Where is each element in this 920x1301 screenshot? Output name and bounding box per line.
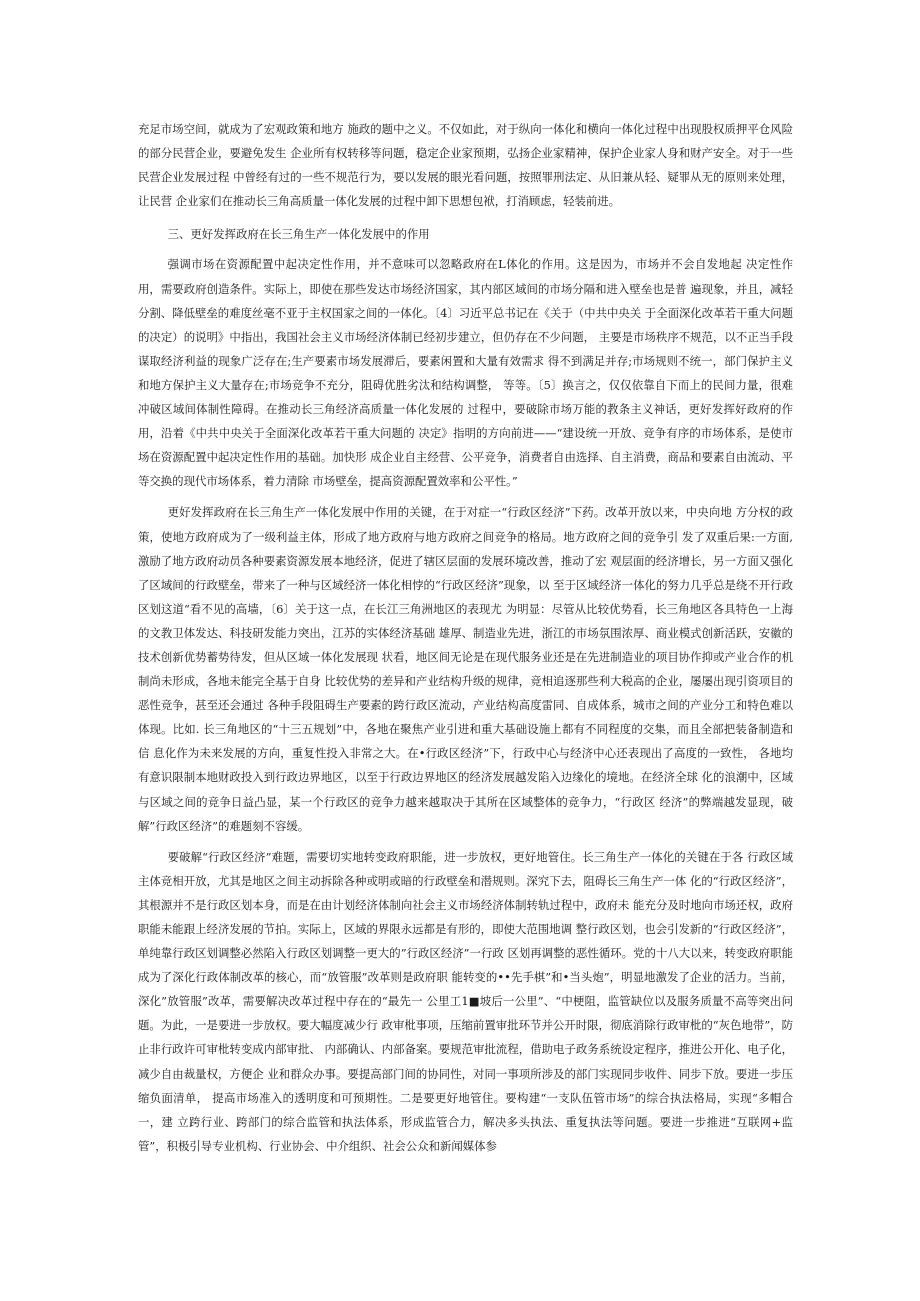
paragraph-government-functions: 要破解“行政区经济”难题，需要切实地转变政府职能，进一步放权，更好地管住。长三角生产一体化的关键在于各 行政区域主体竞相开放，尤其是地区之间主动拆除各种或明或暗的行政壁垒和潜规则。深究下去，阻碍长三角生产一体 化的“行政区经济”，其根源并不是行政区划本身，而是在由计划经济体制向社会主义市场经济体制转轨过程中，政府未 能充分及时地向市场还权，政府职能未能跟上经济发展的节拍。实际上，区域的界限永远都是有形的，即使大范围地调 整行政区划，也会引发新的“行政区经济”，单纯靠行政区划调整必然陷入行政区划调整一更大的”行政区经济”一行政 区划再调整的恶性循环。党的十八大以来，转变政府职能成为了深化行政体制改革的核心，而“放管服”改革则是政府职 能转变的••先手棋”和•当头炮”，明显地激发了企业的活力。当前，深化”放管服”改革，需要解决改革过程中存在的“最先一 公里工1■坡后一公里”、“中梗阻，监管缺位以及服务质量不高等突出问题。为此，一是要进一步放权。要大幅度减少行 政审枇事项，压缩前置审批环节并公开时限，彻底消除行政审枇的“灰色地带”，防止非行政许可审枇转变成内部审批、 内部确认、内部备案。要规范审批流程，借助电子政务系统设定程序，推进公开化、电子化，减少自由裁量权，方便企 业和群众办事。要提高部门间的协同性，对同一事项所涉及的部门实现同步收件、同步下放。要进一步压缩负面清单， 提高市场准入的透明度和可预期性。二是要更好地管住。要构建“一支队伍管市场”的综合执法格局，实现“多帽合一，建 立跨行业、跨部门的综合监管和执法体系，形成监管合力，解决多头执法、重复执法等问题。要进一步推进“互联网+监 管”，积极引导专业机构、行业协会、中介组织、社会公众和新闻媒体参 xyxy=(138,849,793,1153)
section-heading: 三、更好发挥政府在长三角生产一体化发展中的作用 xyxy=(167,227,430,242)
paragraph-administrative-economy: 更好发挥政府在长三角生产一体化发展中作用的关键，在于对症一“行政区经济”下药。改革开放以来，中央向地 方分权的政策，使地方政府成为了一级利益主体，形成了地方政府与地方政府之间竞争的格局。地方政府之间的竞争引 发了双重后果:一方面,激励了地方政府动员各种要素资源发展本地经济，促进了辖区层面的发展环境改善，推动了宏 观层面的经济增长，另一方面又强化了区域间的行政壁垒，带来了一种与区域经济一体化相悖的“行政区经济”现象，以 至于区域经济一体化的努力几乎总是绕不开行政区划这道“看不见的高墙，〔6〕关于这一点，在长江三角洲地区的表现尤 为明显：尽管从比较优势看，长三角地区各具特色一上海的文教卫体发达、科技研发能力突出，江苏的实体经济基础 雄厚、制造业先进，浙江的市场氛围浓厚、商业模式创新活跃，安徽的技术创新优势蓄势待发，但从区域一体化发展现 状看，地区间无论是在现代服务业还是在先进制造业的项目协作抑或产业合作的机制尚未形成，各地未能完全基于自身 比较优势的差异和产业结构升级的规律，竞相追逐那些利大税高的企业，屡屡出现引资项目的恶性竞争，甚至还会通过 各种手段阻碍生产要素的跨行政区流动，产业结构高度雷同、自成体系，城市之间的产业分工和特色难以体现。比如. 长三角地区的“十三五规划”中，各地在聚焦产业引进和重大基础设施上都有不同程度的交集，而且全部把装备制造和信 息化作为未来发展的方向，重复性投入非常之大。在•行政区经济”下，行政中心与经济中心还表现出了高度的一致性， 各地均有意识限制本地财政投入到行政边界地区，以至于行政边界地区的经济发展越发陷入边缘化的境地。在经济全球 化的浪潮中，区域与区域之间的竞争日益凸显，某一个行政区的竞争力越来越取决于其所在区域整体的竞争力，“行政区 经济”的弊端越发显现，破解”行政区经济”的难题刻不容缓。 xyxy=(138,505,793,833)
paragraph-market-role: 强调市场在资源配置中起决定性作用，并不意味可以忽略政府在L体化的作用。这是因为，市场并不会自发地起 决定性作用，需要政府创造条件。实际上，即使在那些发达市场经济国家，其内部区域间的市场分隔和进入壁垒也是普 遍现象，并且，减轻分割、降低壁垒的难度丝毫不亚于主权国家之间的一体化。〔4〕习近平总书记在《关于（中共中央关 于全面深化改革若干重大问题的决定）的说明》中指出，我国社会主义市场经济体制已经初步建立，但仍存在不少问题， 主要是市场秩序不规范，以不正当手段谋取经济利益的现象广泛存在;生产要素市场发展滞后，要素闲置和大量有效需求 得不到满足并存;市场规则不统一，部门保护主义和地方保护主义大量存在;市场竞争不充分，阻碍优胜劣汰和结构调整， 等等。〔5〕换言之，仅仅依靠自下而上的民间力量，很难冲破区域间体制性障碍。在推动长三角经济高质量一体化发展的 过程中，要破除市场万能的教条主义神话，更好发挥好政府的作用，沿着《中共中央关于全面深化改革若干重大问题的 决定》指明的方向前进——“建设统一开放、竞争有序的市场体系，是使市场在资源配置中起决定性作用的基础。加快形 成企业自主经营、公平竞争，消费者自由选择、自主消费，商品和要素自由流动、平等交换的现代市场体系，着力清除 市场壁垒，提高资源配置效率和公平性。” xyxy=(138,257,793,489)
paragraph-continuation: 充足市场空间，就成为了宏观政策和地方 施政的题中之义。不仅如此，对于纵向一体化和横向一体化过程中出现股权质押平仓风险的部分民营企业，要避免发生 企业所有权转移等问题，稳定企业家预期，弘扬企业家精神，保护企业家人身和财产安全。对于一些民营企业发展过程 中曾经有过的一些不规范行为，要以发展的眼光看问题，按照罪刑法定、从旧兼从轻、疑罪从无的原则来处理，让民营 企业家们在推动长三角高质量一体化发展的过程中卸下思想包袱，打消顾虑，轻装前进。 xyxy=(138,122,793,209)
article-body xyxy=(138,117,793,1158)
